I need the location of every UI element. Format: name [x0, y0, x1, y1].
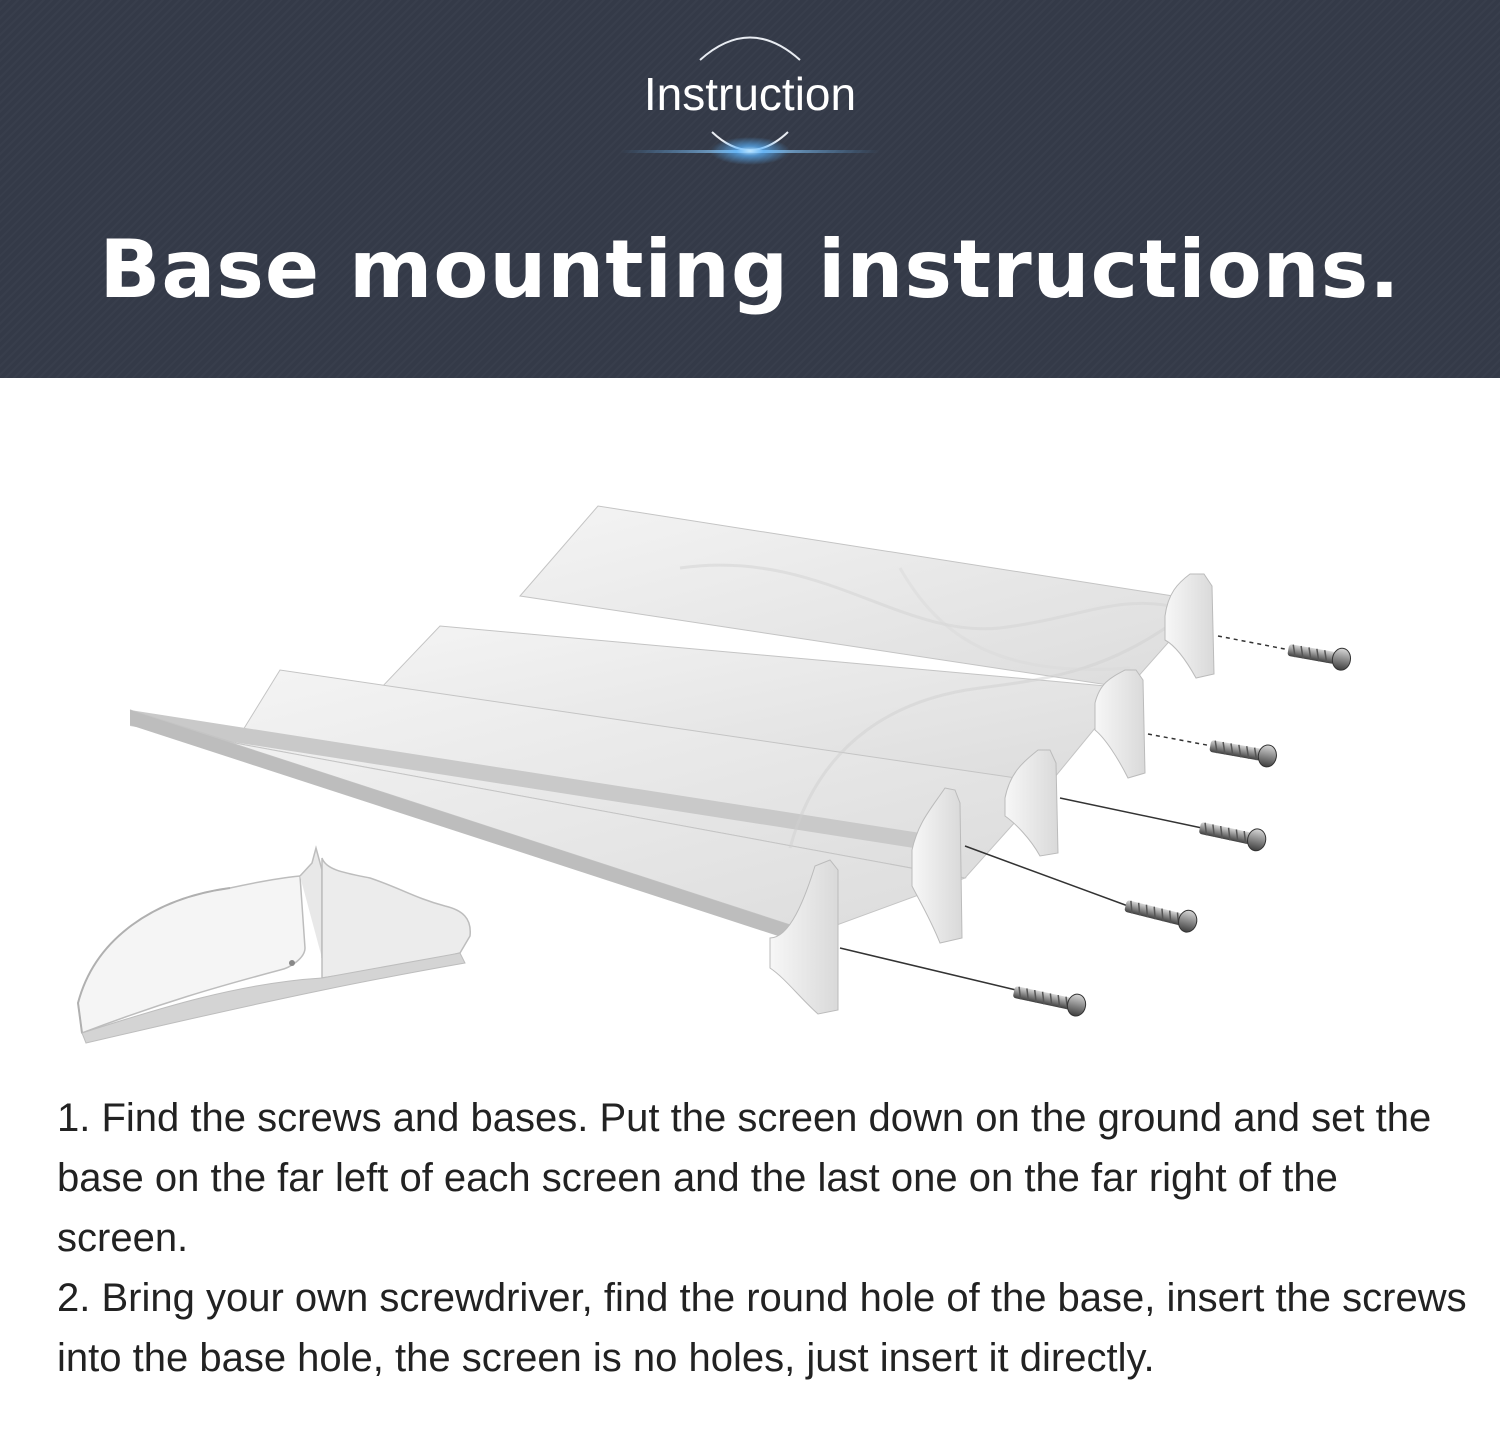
instruction-steps [57, 1088, 1477, 1388]
step-2-text: 2. Bring your own screwdriver, find the round hole of the base, insert the screws into the base hole, the screen is no holes, just insert it directly. [57, 1276, 1467, 1380]
screw-icon [1208, 735, 1278, 768]
screw-icon [1012, 981, 1088, 1018]
mounting-illustration [0, 378, 1500, 1088]
base-foot-closeup [78, 848, 470, 1043]
screw-icon [1123, 895, 1199, 934]
page-title: Base mounting instructions. [99, 223, 1401, 316]
base-foot [1165, 574, 1214, 678]
step-1-text: 1. Find the screws and bases. Put the screen down on the ground and set the base on the far left of each screen and the last one on the far right of the screen. [57, 1096, 1432, 1260]
base-foot [1095, 670, 1145, 778]
header-label: Instruction [643, 68, 857, 120]
header-banner [0, 0, 1500, 378]
screw-icon [1286, 639, 1352, 672]
screw-icon [1198, 817, 1268, 852]
